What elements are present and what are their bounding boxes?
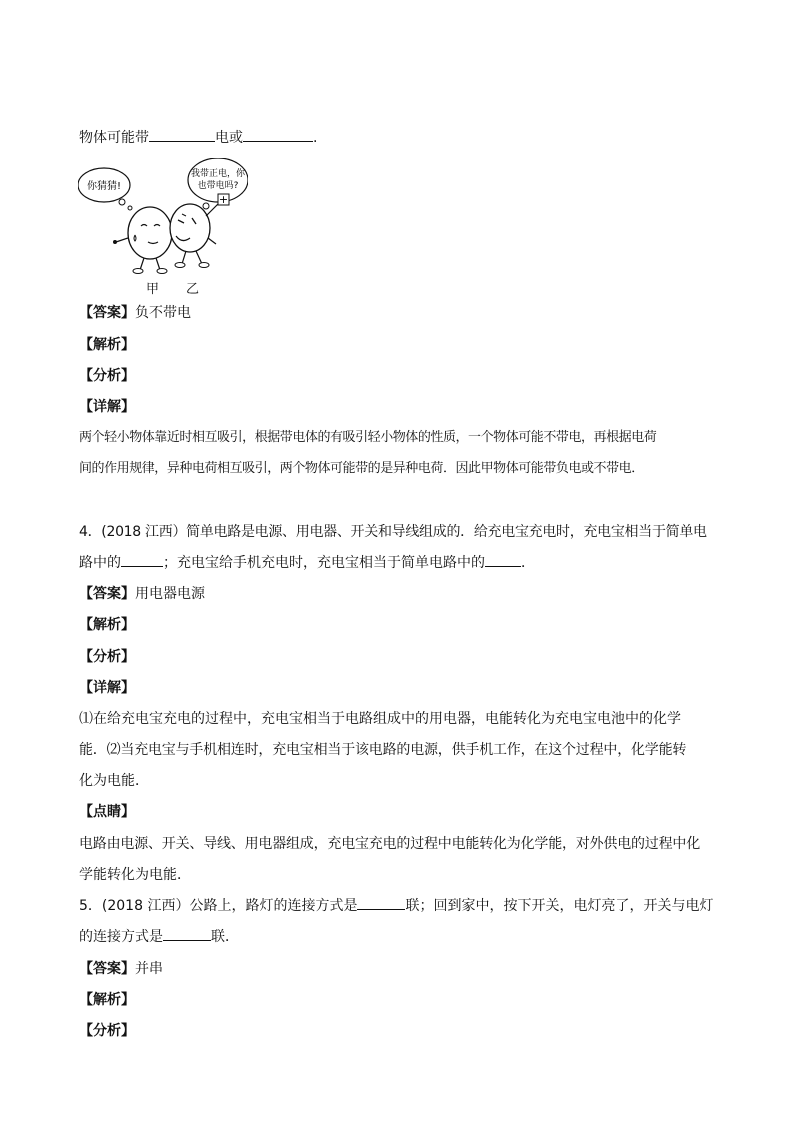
label-jia: 甲 [146, 282, 160, 297]
q4-stem-text-2: ；充电宝给手机充电时，充电宝相当于简单电路中的 [163, 555, 485, 571]
q4-answer [79, 584, 205, 604]
q4-stem-text-1: 路中的 [79, 555, 121, 571]
q5-blank-1 [357, 896, 405, 910]
q3-stem-text-1: 物体可能带 [79, 130, 149, 146]
q3-detail-tag: 【详解】 [79, 399, 135, 415]
q5-answer-tag: 【答案】 [79, 961, 135, 977]
bubble-yi-text-2: 也带电吗? [197, 181, 239, 191]
q5-stem-text-1: 5．(2018 江西）公路上，路灯的连接方式是 [79, 898, 358, 914]
q4-detail-line-3: 化为电能． [79, 773, 149, 789]
q3-answer-tag: 【答案】 [79, 305, 135, 321]
q4-stem-line-1: 4．(2018 江西）简单电路是电源、用电器、开关和导线组成的．给充电宝充电时，充电宝相当于简单电 [79, 524, 707, 540]
q5-answer-text: 并串 [135, 961, 163, 977]
label-yi: 乙 [186, 282, 200, 297]
q3-stem-text-2: 电或 [215, 130, 243, 146]
q4-dianjing-tag: 【点睛】 [79, 804, 135, 820]
q4-detail-line-2: 能．⑵当充电宝与手机相连时，充电宝相当于该电路的电源，供手机工作，在这个过程中，化学能转 [79, 742, 687, 758]
q3-stem [79, 128, 317, 148]
q5-analysis-tag: 【解析】 [79, 992, 135, 1008]
q4-dianjing-line-1: 电路由电源、开关、导线、用电器组成，充电宝充电的过程中电能转化为化学能，对外供电的过程中化 [79, 836, 700, 852]
q5-blank-2 [163, 927, 211, 941]
charged-balls-figure [78, 158, 248, 298]
q5-stem-text-4: 联． [211, 929, 239, 945]
q5-fenxi-tag: 【分析】 [79, 1023, 135, 1039]
charged-balls-drawing [78, 158, 248, 298]
q3-fenxi-tag: 【分析】 [79, 368, 135, 384]
q4-dianjing-line-2: 学能转化为电能． [79, 867, 191, 883]
q3-blank-2 [243, 128, 313, 142]
q4-stem-text-3: ． [521, 555, 535, 571]
q5-stem-text-2: 联；回到家中，按下开关，电灯亮了，开关与电灯 [405, 898, 714, 914]
q5-stem-text-3: 的连接方式是 [79, 929, 163, 945]
q4-blank-2 [485, 553, 521, 567]
bubble-yi-text-1: 我带正电，你 [190, 169, 246, 179]
q4-fenxi-tag: 【分析】 [79, 649, 135, 665]
q5-stem-line-2 [79, 927, 239, 947]
q4-stem-line-2 [79, 553, 535, 573]
q3-detail-line-2: 间的作用规律，异种电荷相互吸引，两个物体可能带的是异种电荷．因此甲物体可能带负电或不带电． [79, 461, 644, 476]
q5-answer [79, 959, 163, 979]
q3-stem-text-3: . [313, 130, 318, 146]
q4-answer-text: 用电器电源 [135, 586, 205, 602]
q5-stem-line-1 [79, 896, 713, 916]
q3-answer [79, 303, 191, 323]
q4-answer-tag: 【答案】 [79, 586, 135, 602]
ball-jia [128, 207, 172, 259]
q4-analysis-tag: 【解析】 [79, 617, 135, 633]
q4-detail-line-1: ⑴在给充电宝充电的过程中，充电宝相当于电路组成中的用电器，电能转化为充电宝电池中的化学 [79, 711, 681, 727]
q3-analysis-tag: 【解析】 [79, 337, 135, 353]
ball-yi [170, 204, 210, 252]
q3-answer-text: 负不带电 [135, 305, 191, 321]
q4-blank-1 [121, 553, 163, 567]
q3-detail-line-1: 两个轻小物体靠近时相互吸引，根据带电体的有吸引轻小物体的性质，一个物体可能不带电，再根据电荷 [79, 430, 657, 445]
q4-detail-tag: 【详解】 [79, 680, 135, 696]
bubble-jia-text: 你猜猜! [86, 181, 122, 192]
q3-blank-1 [149, 128, 215, 142]
plus-sign: + [218, 193, 229, 206]
